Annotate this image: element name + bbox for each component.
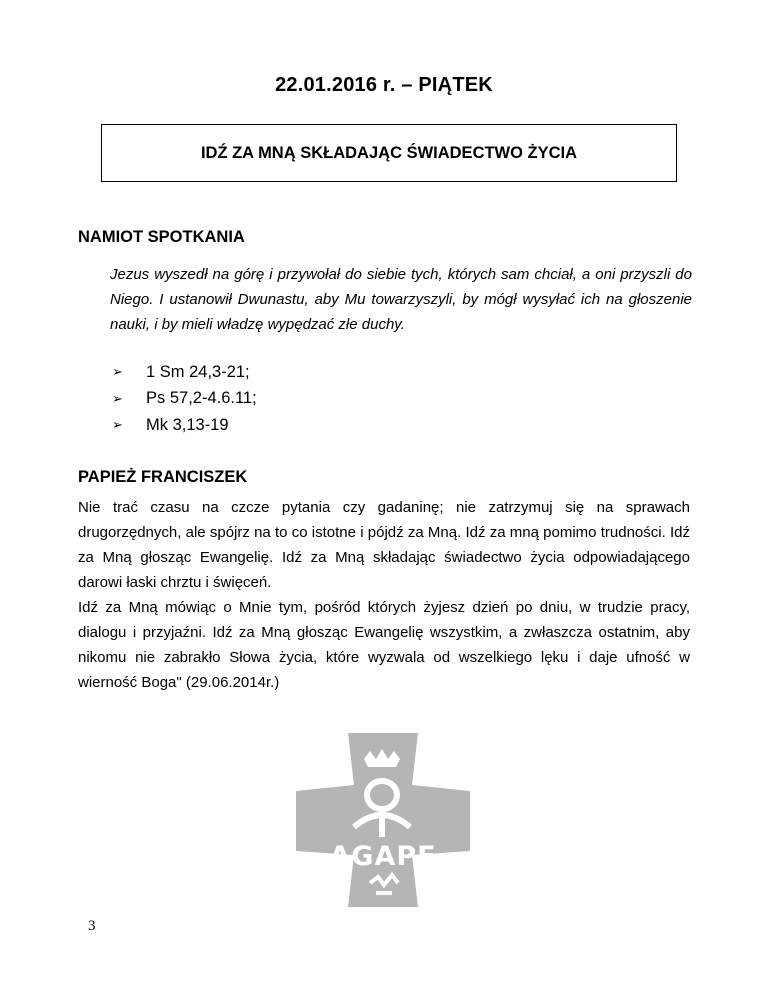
pope-paragraph-1: Nie trać czasu na czcze pytania czy gadaninę; nie zatrzymuj się na sprawach drugorzędnych, ale spójrz na to co istotne i pójdź za Mną. Idź za mną pomimo trudności. Idź za Mną głosząc Ewangelię. Idź za Mną składając świadectwo życia odpowiadającego darowi łaski chrztu i święceń. [78,499,690,591]
arrow-bullet-icon: ➢ [112,417,123,433]
reading-ref: Mk 3,13-19 [146,415,229,434]
arrow-bullet-icon: ➢ [112,390,123,406]
reading-item [112,412,257,439]
arrow-bullet-icon: ➢ [112,364,123,380]
reading-item [112,359,257,386]
agape-logo [296,733,470,907]
readings-list [112,359,257,439]
page-number: 3 [88,918,96,934]
gospel-quote: Jezus wyszedł na górę i przywołał do siebie tych, których sam chciał, a oni przyszli do Niego. I ustanowił Dwunastu, aby Mu towarzyszyli, by mógł wysyłać ich na głoszenie nauki, i by mieli władzę wypędzać złe duchy. [110,266,692,333]
theme-box [101,124,677,182]
reading-item [112,386,257,413]
svg-text:AGAPE: AGAPE [329,841,437,872]
theme-title: IDŹ ZA MNĄ SKŁADAJĄC ŚWIADECTWO ŻYCIA [200,143,578,162]
reading-ref: 1 Sm 24,3-21; [146,362,250,381]
reading-ref: Ps 57,2-4.6.11; [146,389,257,408]
pope-paragraph-2: Idź za Mną mówiąc o Mnie tym, pośród których żyjesz dzień po dniu, w trudzie pracy, dialogu i przyjaźni. Idź za Mną głosząc Ewangelię wszystkim, a zwłaszcza ostatnim, aby nikomu nie zabrakło Słowa życia, które wyzwala od wszelkiego lęku i daje ufność w wierność Boga" (29.06.2014r.) [78,599,690,691]
section-heading-namiot: NAMIOT SPOTKANIA [78,228,245,246]
page-title: 22.01.2016 r. – PIĄTEK [275,74,493,96]
section-heading-papiez: PAPIEŻ FRANCISZEK [78,468,248,486]
